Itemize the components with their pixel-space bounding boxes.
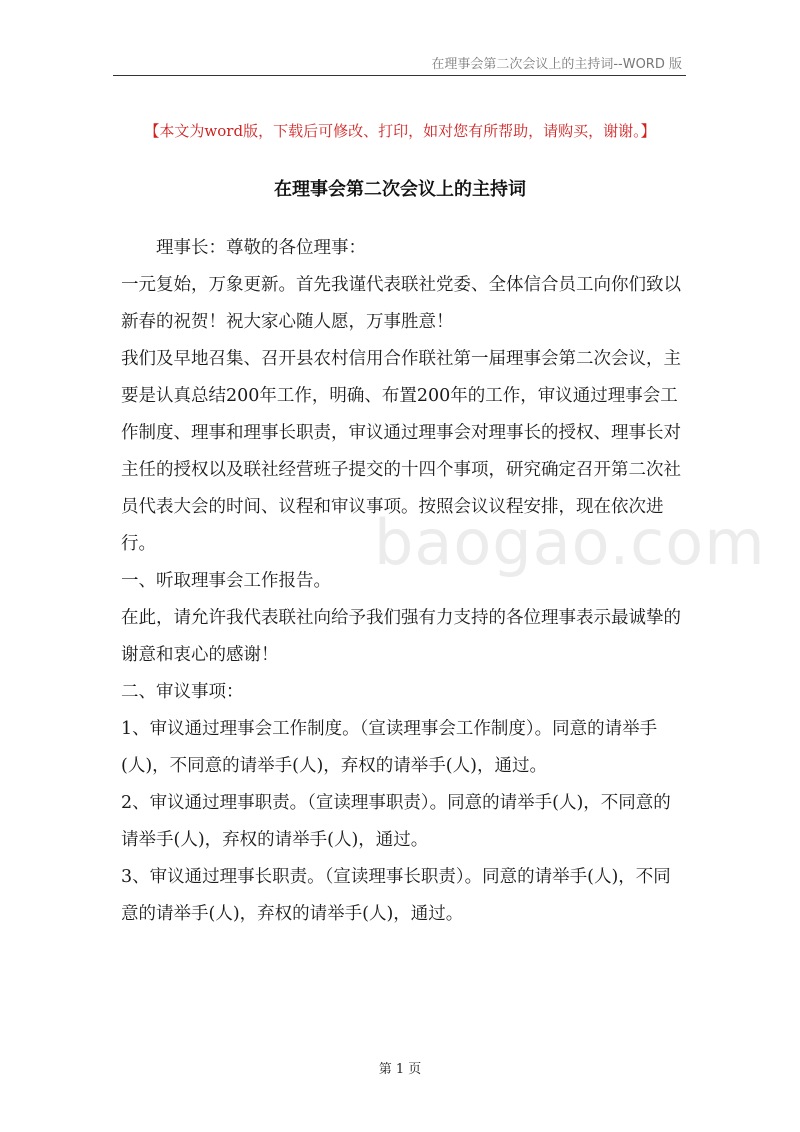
agenda-item: 1、审议通过理事会工作制度。（宣读理事会工作制度）。同意的请举手(人)，不同意的请举手(人)，弃权的请举手(人)，通过。 [121, 719, 658, 776]
page-number: 第 1 页 [378, 1062, 422, 1077]
body-paragraph: 在此，请允许我代表联社向给予我们强有力支持的各位理事表示最诚挚的谢意和衷心的感谢！ [121, 608, 681, 665]
watermark: baogao.com [374, 506, 766, 579]
body-paragraph: 一元复始，万象更新。首先我谨代表联社党委、全体信合员工向你们致以新春的祝贺！祝大家心随人愿，万事胜意！ [121, 275, 681, 332]
download-notice: 【本文为word版，下载后可修改、打印，如对您有所帮助，请购买，谢谢。】 [144, 122, 656, 140]
running-header: 在理事会第二次会议上的主持词--WORD 版 [431, 57, 682, 72]
agenda-item: 2、审议通过理事职责。（宣读理事职责）。同意的请举手(人)，不同意的请举手(人)，弃权的请举手(人)，通过。 [121, 793, 671, 850]
section-heading: 一、听取理事会工作报告。 [121, 571, 331, 591]
section-heading: 二、审议事项： [121, 682, 244, 702]
document-title: 在理事会第二次会议上的主持词 [274, 179, 526, 200]
document-body [121, 230, 681, 933]
header-divider [113, 75, 686, 76]
body-paragraph: 我们及早地召集、召开县农村信用合作联社第一届理事会第二次会议，主要是认真总结200年工作，明确、布置200年的工作，审议通过理事会工作制度、理事和理事长职责，审议通过理事会对理事长的授权、理事长对主任的授权以及联社经营班子提交的十四个事项，研究确定召开第二次社员代表大会的时间、议程和审议事项。按照会议议程安排，现在依次进行。 [121, 349, 681, 554]
agenda-item: 3、审议通过理事长职责。（宣读理事长职责）。同意的请举手(人)，不同意的请举手(人)，弃权的请举手(人)，通过。 [121, 867, 671, 924]
salutation: 理事长：尊敬的各位理事： [156, 238, 366, 258]
